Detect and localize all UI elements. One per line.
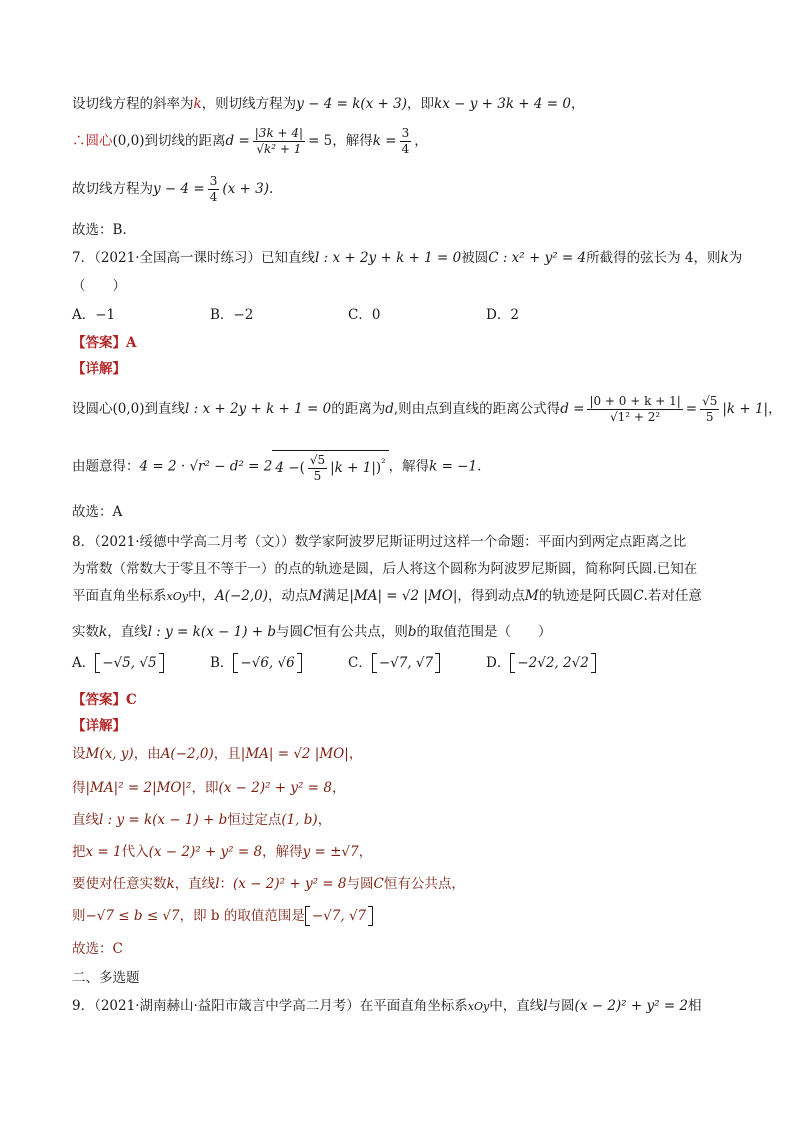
math: (x − 2)² + y² = 8 xyxy=(218,780,332,796)
text: 到直线 xyxy=(144,401,186,417)
text: ，得到动点 xyxy=(457,588,525,604)
solution-line xyxy=(72,450,481,484)
text: ，由 xyxy=(133,746,161,762)
math: l : y = k(x − 1) + b xyxy=(147,624,277,640)
denominator: 5 xyxy=(313,469,322,483)
text: ， xyxy=(414,133,428,149)
detail-label: 【详解】 xyxy=(72,361,126,377)
text: = 5，解得 xyxy=(308,133,373,149)
fraction xyxy=(253,126,305,157)
math: xOy xyxy=(467,1000,490,1013)
text: 要使对任意实数 xyxy=(72,876,167,892)
text: ，动点 xyxy=(268,588,309,604)
text: ， xyxy=(358,844,373,860)
text: 被圆 xyxy=(461,250,489,266)
question-7-stem xyxy=(72,246,742,266)
option-a xyxy=(72,651,164,673)
text: 由题意得： xyxy=(72,458,140,475)
text: ，解得 xyxy=(388,458,430,475)
denominator: 4 xyxy=(209,190,218,204)
solution-line xyxy=(72,776,345,796)
interval: −√7, √7 xyxy=(372,653,440,673)
exponent: ² xyxy=(381,456,386,470)
math: xOy xyxy=(166,590,188,603)
fraction xyxy=(587,394,682,425)
numerator: |3k + 4| xyxy=(254,126,304,140)
math: C xyxy=(633,588,644,604)
math: M(x, y) xyxy=(85,746,134,762)
text: ， xyxy=(348,746,363,762)
text: 故切线方程为 xyxy=(72,181,153,197)
math: C : x² + y² = 4 xyxy=(488,250,587,266)
text: 恒有公共点，则 xyxy=(313,624,408,640)
fraction xyxy=(308,453,327,484)
text: = xyxy=(685,401,698,417)
math: k = xyxy=(372,133,397,149)
math: 4 = 2 · √r² − d² = 2 xyxy=(139,458,273,475)
text: ∴圆心 xyxy=(72,133,113,149)
text: 设圆心 xyxy=(72,401,113,417)
text-line xyxy=(72,174,273,205)
text-line xyxy=(72,92,584,112)
interval: −2√2, 2√2 xyxy=(510,653,595,673)
math: |MA| = √2 |MO| xyxy=(349,588,458,604)
math: (x − 2)² + y² = 8 xyxy=(233,876,347,892)
text: 到切线的距离 xyxy=(144,133,226,149)
text-line: 故选：A xyxy=(72,504,123,520)
solution-line xyxy=(72,840,372,860)
math: l : x + 2y + k + 1 = 0 xyxy=(315,250,462,266)
text: ，即 b 的取值范围是 xyxy=(179,908,305,924)
denominator: 5 xyxy=(705,410,714,424)
text: 设切线方程的斜率为 xyxy=(72,96,194,112)
text: 得 xyxy=(72,780,86,796)
denominator: 4 xyxy=(401,142,410,156)
option-letter: A． xyxy=(72,655,96,671)
text: 则 xyxy=(72,908,86,924)
math: (x − 2)² + y² = 8 xyxy=(148,844,263,860)
question-9-stem xyxy=(72,994,702,1014)
option-b: B．−2 xyxy=(210,307,254,323)
math: k = −1 xyxy=(429,458,478,475)
math: (0,0) xyxy=(112,401,145,417)
math: |MA| = √2 |MO| xyxy=(240,746,349,762)
text: 7．（2021·全国高一课时练习）已知直线 xyxy=(72,250,315,266)
text: ， xyxy=(570,96,585,112)
math: k xyxy=(166,876,175,892)
math: x = 1 xyxy=(85,844,122,860)
text: ，直线 xyxy=(107,624,148,640)
math: M xyxy=(308,588,323,604)
math: l xyxy=(543,998,548,1014)
text: 与圆 xyxy=(346,876,374,892)
text: . xyxy=(269,181,274,197)
math: d = xyxy=(225,133,250,149)
text: 与圆 xyxy=(547,998,575,1014)
option-letter: C． xyxy=(348,655,372,671)
text: 恒有公共点， xyxy=(383,876,465,892)
text-line: 故选：C xyxy=(72,941,123,957)
answer-label: 【答案】C xyxy=(72,692,137,708)
math: b xyxy=(407,624,417,640)
text: . xyxy=(477,458,482,475)
fraction xyxy=(208,174,220,205)
math: (1, b) xyxy=(281,812,318,828)
text: 中，直线 xyxy=(489,998,544,1014)
math: (x − 2)² + y² = 2 xyxy=(574,998,689,1014)
text: 的轨迹是阿氏圆 xyxy=(538,588,634,604)
text: 恒过定点 xyxy=(227,812,282,828)
numerator: 3 xyxy=(401,126,410,140)
sqrt-expression: 4 −( $\frac{√5}{5}$ |k + 1|)$^{^2}$ xyxy=(272,450,388,484)
option-b xyxy=(210,651,302,673)
math: |MA|² = 2|MO|² xyxy=(85,780,192,796)
text: 的距离为 xyxy=(331,401,386,417)
text: ， xyxy=(768,401,782,417)
math: k xyxy=(99,624,108,640)
math: A(−2,0) xyxy=(160,746,214,762)
text: ，即 xyxy=(407,96,435,112)
text: 相 xyxy=(688,998,702,1014)
text: .若对任意 xyxy=(643,588,702,604)
question-8-stem xyxy=(72,584,702,604)
text: ， xyxy=(331,780,346,796)
section-heading: 二、多选题 xyxy=(72,970,140,986)
text: ： xyxy=(219,876,234,892)
text: 为 xyxy=(728,250,743,266)
option-letter: D． xyxy=(486,655,511,671)
fraction xyxy=(700,394,719,425)
text: 代入 xyxy=(121,844,149,860)
text: 的取值范围是（ ） xyxy=(416,624,552,640)
numerator: 3 xyxy=(209,174,218,188)
option-d: D．2 xyxy=(486,307,519,323)
math: k xyxy=(720,250,729,266)
solution-line xyxy=(72,394,782,425)
text: 平面直角坐标系 xyxy=(72,588,167,604)
text: 与圆 xyxy=(276,624,304,640)
math: l xyxy=(215,876,220,892)
solution-line xyxy=(72,904,373,926)
numerator: √5 xyxy=(702,394,718,408)
math: y = ±√7 xyxy=(302,844,359,860)
math: kx − y + 3k + 4 = 0 xyxy=(434,96,571,112)
numerator: √5 xyxy=(309,453,326,467)
interval: −√7, √7 xyxy=(305,906,373,926)
text: 把 xyxy=(72,844,86,860)
math: C xyxy=(373,876,384,892)
solution-line xyxy=(72,808,331,828)
math: M xyxy=(524,588,539,604)
option-letter: B． xyxy=(210,655,234,671)
math: l : y = k(x − 1) + b xyxy=(99,812,228,828)
text: ,则由点到直线的距离公式得 xyxy=(393,401,561,417)
math: d = xyxy=(560,401,585,417)
question-8-stem xyxy=(72,620,552,640)
math: d xyxy=(385,401,394,417)
question-8-stem: 为常数（常数大于零且不等于一）的点的轨迹是圆，后人将这个圆称为阿波罗尼斯圆，简称阿氏圆.已知在 xyxy=(72,561,698,577)
text: ，则切线方程为 xyxy=(201,96,297,112)
text: ，解得 xyxy=(262,844,303,860)
text: 满足 xyxy=(322,588,350,604)
text: ，且 xyxy=(213,746,241,762)
option-c xyxy=(348,651,440,673)
math: −√7 ≤ b ≤ √7 xyxy=(85,908,180,924)
denominator: √k² + 1 xyxy=(256,142,302,156)
text: 设 xyxy=(72,746,86,762)
math: |k + 1| xyxy=(722,401,769,417)
text-line xyxy=(72,126,428,157)
solution-line xyxy=(72,742,362,762)
interval: −√6, √6 xyxy=(233,653,301,673)
numerator: |0 + 0 + k + 1| xyxy=(589,394,681,408)
math: (0,0) xyxy=(112,133,145,149)
text: ，直线 xyxy=(174,876,216,892)
solution-line xyxy=(72,872,465,892)
text: ， xyxy=(317,812,332,828)
math: y − 4 = xyxy=(153,181,205,197)
math: l : x + 2y + k + 1 = 0 xyxy=(185,401,332,417)
math: C xyxy=(303,624,314,640)
answer-label: 【答案】A xyxy=(72,335,137,351)
text: 直线 xyxy=(72,812,99,828)
math: A(−2,0) xyxy=(214,588,269,604)
text: 9．（2021·湖南赫山·益阳市箴言中学高二月考）在平面直角坐标系 xyxy=(72,998,468,1014)
denominator: √1² + 2² xyxy=(609,410,661,424)
math: |k + 1| xyxy=(330,460,376,476)
fraction xyxy=(400,126,412,157)
interval: −√5, √5 xyxy=(95,653,163,673)
option-c: C．0 xyxy=(348,307,381,323)
math: y − 4 = k(x + 3) xyxy=(296,96,408,112)
text-line: 故选：B. xyxy=(72,222,127,238)
text: 所截得的弦长为 4，则 xyxy=(586,250,721,266)
text: 中， xyxy=(187,588,215,604)
text: ，即 xyxy=(191,780,219,796)
detail-label: 【详解】 xyxy=(72,718,126,734)
math: k xyxy=(193,96,202,112)
text: 实数 xyxy=(72,624,99,640)
answer-paren: （ ） xyxy=(72,278,126,294)
option-a: A．−1 xyxy=(72,307,116,323)
math: 4 − xyxy=(275,460,300,476)
question-8-stem: 8．（2021·绥德中学高二月考（文））数学家阿波罗尼斯证明过这样一个命题：平面内到两定点距离之比 xyxy=(72,534,687,550)
option-d xyxy=(486,651,596,673)
math: (x + 3) xyxy=(222,181,269,197)
